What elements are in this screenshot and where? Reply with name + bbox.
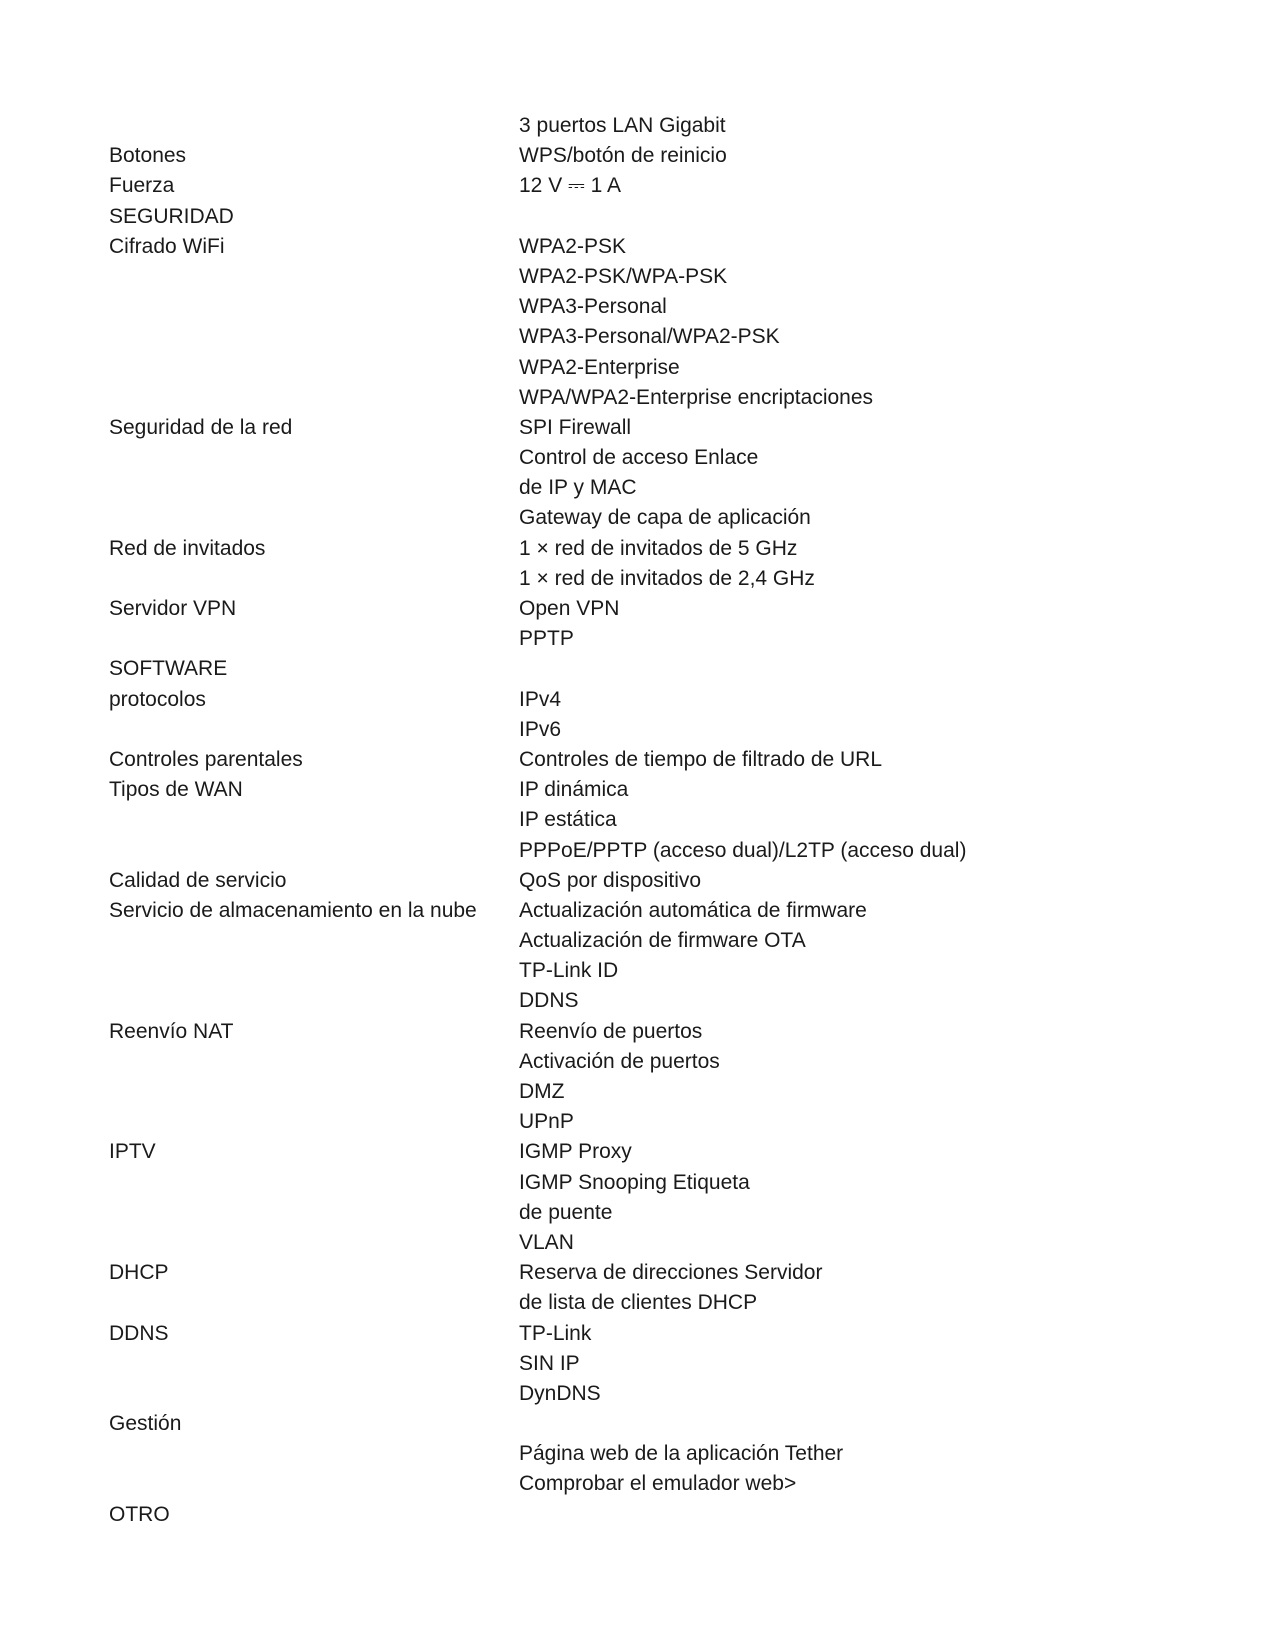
spec-label: [109, 1168, 519, 1198]
spec-label: IPTV: [109, 1140, 156, 1164]
spec-value: DynDNS: [519, 1381, 601, 1405]
spec-value: Control de acceso Enlace: [519, 446, 759, 470]
spec-row: [109, 141, 1169, 171]
spec-row: [109, 866, 1169, 896]
spec-value: Actualización de firmware OTA: [519, 929, 806, 953]
spec-value: IP estática: [519, 808, 617, 832]
spec-value: de puente: [519, 1200, 613, 1224]
spec-value: [519, 202, 1169, 232]
spec-row: [109, 1107, 1169, 1137]
spec-row: [109, 624, 1169, 654]
spec-value: Reenvío de puertos: [519, 1019, 703, 1043]
spec-label: [109, 836, 519, 866]
spec-value: IPv6: [519, 717, 562, 741]
spec-value: Comprobar el emulador web>: [519, 1472, 797, 1496]
spec-row: [109, 594, 1169, 624]
spec-value: [519, 1409, 1169, 1439]
spec-label: Controles parentales: [109, 747, 303, 771]
spec-row: [109, 654, 1169, 684]
spec-label: [109, 1047, 519, 1077]
spec-label: Servicio de almacenamiento en la nube: [109, 898, 477, 922]
spec-value: TP-Link ID: [519, 959, 619, 983]
spec-label: [109, 956, 519, 986]
spec-label: [109, 1228, 519, 1258]
spec-value: UPnP: [519, 1110, 574, 1134]
spec-row: [109, 1319, 1169, 1349]
spec-value: PPPoE/PPTP (acceso dual)/L2TP (acceso dual): [519, 838, 967, 862]
spec-row: [109, 353, 1169, 383]
spec-row: [109, 473, 1169, 503]
spec-row: [109, 1228, 1169, 1258]
spec-label: [109, 715, 519, 745]
spec-value: IP dinámica: [519, 778, 629, 802]
spec-row: [109, 564, 1169, 594]
spec-value: TP-Link: [519, 1321, 592, 1345]
spec-row: [109, 805, 1169, 835]
spec-label: [109, 1288, 519, 1318]
spec-row: [109, 443, 1169, 473]
spec-label: [109, 926, 519, 956]
spec-label: Seguridad de la red: [109, 415, 293, 439]
spec-value: de IP y MAC: [519, 476, 637, 500]
spec-label: Reenvío NAT: [109, 1019, 234, 1043]
spec-value: DMZ: [519, 1080, 565, 1103]
spec-value: Open VPN: [519, 597, 620, 620]
spec-row: [109, 1349, 1169, 1379]
spec-row: [109, 1017, 1169, 1047]
spec-row: [109, 836, 1169, 866]
spec-value: 3 puertos LAN Gigabit: [519, 114, 726, 137]
spec-label: [109, 1107, 519, 1137]
spec-value: IGMP Proxy: [519, 1140, 632, 1164]
spec-label: Calidad de servicio: [109, 868, 287, 892]
spec-label: DDNS: [109, 1321, 169, 1345]
spec-row: [109, 534, 1169, 564]
spec-row: [109, 1288, 1169, 1318]
spec-value: WPA3-Personal: [519, 295, 667, 319]
spec-row: [109, 171, 1169, 201]
spec-value: Actualización automática de firmware: [519, 898, 867, 922]
spec-row: [109, 715, 1169, 745]
spec-value: WPA2-Enterprise: [519, 355, 680, 379]
spec-value: PPTP: [519, 627, 574, 651]
spec-value: Controles de tiempo de filtrado de URL: [519, 747, 883, 771]
spec-row: [109, 292, 1169, 322]
spec-label: SEGURIDAD: [109, 204, 234, 228]
spec-label: [109, 353, 519, 383]
spec-row: [109, 232, 1169, 262]
spec-label: Red de invitados: [109, 536, 266, 560]
spec-value: WPA2-PSK/WPA-PSK: [519, 264, 728, 288]
spec-label: [109, 292, 519, 322]
spec-label: Gestión: [109, 1412, 182, 1436]
spec-row: [109, 1409, 1169, 1439]
spec-row: [109, 1379, 1169, 1409]
spec-label: [109, 1469, 519, 1499]
spec-label: DHCP: [109, 1261, 169, 1285]
spec-row: [109, 1047, 1169, 1077]
spec-value: WPA/WPA2-Enterprise encriptaciones: [519, 385, 874, 409]
spec-label: Fuerza: [109, 174, 175, 198]
spec-row: [109, 1168, 1169, 1198]
spec-value: Activación de puertos: [519, 1049, 720, 1073]
spec-label: [109, 383, 519, 413]
spec-value: SPI Firewall: [519, 415, 632, 439]
spec-value: 1 × red de invitados de 5 GHz: [519, 536, 798, 560]
spec-label: [109, 805, 519, 835]
spec-row: [109, 383, 1169, 413]
spec-label: [109, 1379, 519, 1409]
spec-row: [109, 1469, 1169, 1499]
spec-label: [109, 564, 519, 594]
spec-value: Página web de la aplicación Tether: [519, 1442, 844, 1466]
spec-value: 12 V ⎓ 1 A: [519, 174, 621, 198]
spec-value: Reserva de direcciones Servidor: [519, 1261, 823, 1285]
spec-value: SIN IP: [519, 1351, 580, 1375]
spec-label: Cifrado WiFi: [109, 234, 225, 258]
spec-row: [109, 1077, 1169, 1107]
spec-value: [519, 654, 1169, 684]
spec-label: [109, 1077, 519, 1107]
spec-label: [109, 624, 519, 654]
spec-value: Gateway de capa de aplicación: [519, 506, 811, 530]
spec-label: [109, 473, 519, 503]
spec-row: [109, 1198, 1169, 1228]
spec-value: [519, 1500, 1169, 1530]
spec-label: [109, 1198, 519, 1228]
spec-row: [109, 685, 1169, 715]
spec-label: [109, 111, 519, 141]
spec-value: IPv4: [519, 687, 562, 711]
spec-label: [109, 443, 519, 473]
spec-row: [109, 413, 1169, 443]
spec-value: DDNS: [519, 989, 579, 1013]
spec-row: [109, 1258, 1169, 1288]
spec-label: OTRO: [109, 1502, 170, 1526]
spec-row: [109, 262, 1169, 292]
spec-row: [109, 956, 1169, 986]
spec-value: WPA2-PSK: [519, 234, 626, 258]
spec-label: [109, 986, 519, 1016]
spec-table: [109, 111, 1169, 1530]
spec-value: 1 × red de invitados de 2,4 GHz: [519, 566, 815, 590]
spec-row: [109, 745, 1169, 775]
spec-value: WPS/botón de reinicio: [519, 144, 727, 168]
spec-row: [109, 1137, 1169, 1167]
spec-value: QoS por dispositivo: [519, 868, 702, 892]
spec-row: [109, 926, 1169, 956]
spec-label: [109, 1349, 519, 1379]
spec-label: [109, 322, 519, 352]
spec-row: [109, 775, 1169, 805]
spec-row: [109, 986, 1169, 1016]
spec-value: WPA3-Personal/WPA2-PSK: [519, 325, 780, 349]
spec-row: [109, 202, 1169, 232]
spec-row: [109, 503, 1169, 533]
spec-label: SOFTWARE: [109, 657, 228, 681]
spec-row: [109, 322, 1169, 352]
spec-label: Servidor VPN: [109, 597, 237, 620]
spec-row: [109, 896, 1169, 926]
spec-value: de lista de clientes DHCP: [519, 1291, 758, 1315]
spec-label: Tipos de WAN: [109, 778, 243, 802]
spec-label: Botones: [109, 144, 187, 168]
spec-label: [109, 503, 519, 533]
spec-row: [109, 111, 1169, 141]
spec-value: IGMP Snooping Etiqueta: [519, 1170, 750, 1194]
spec-label: [109, 1439, 519, 1469]
spec-row: [109, 1439, 1169, 1469]
spec-value: VLAN: [519, 1230, 574, 1254]
spec-row: [109, 1500, 1169, 1530]
spec-label: protocolos: [109, 687, 206, 711]
spec-label: [109, 262, 519, 292]
